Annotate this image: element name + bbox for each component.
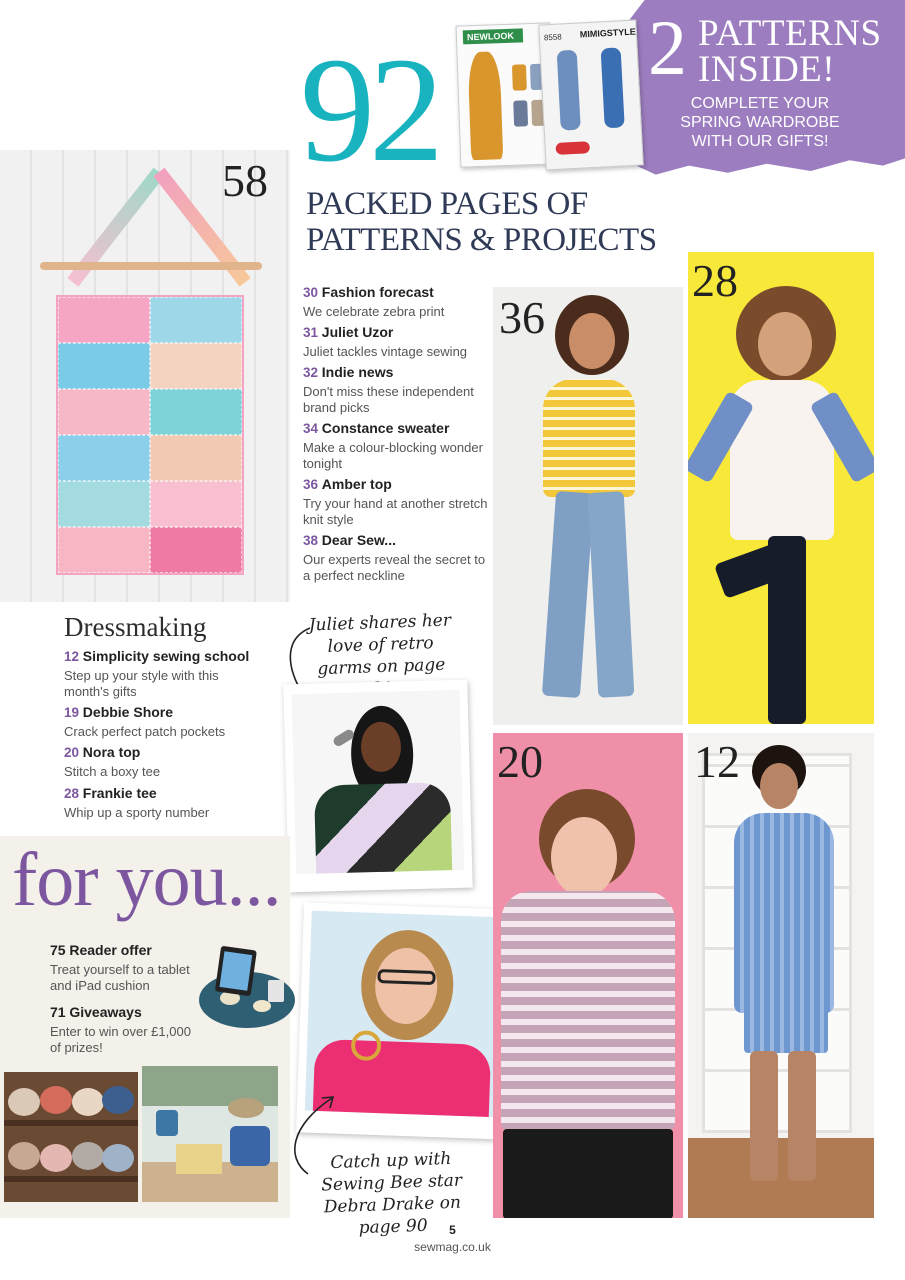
model-leg: [750, 1051, 778, 1181]
entry-description: Try your hand at another stretch knit style: [303, 496, 488, 527]
simplicity-logo: [555, 141, 590, 155]
entry-page: 12: [64, 649, 80, 664]
entry-description: Our experts reveal the secret to a perfect neckline: [303, 552, 486, 583]
banner-number: 2: [648, 4, 687, 91]
entry-title: Amber top: [321, 476, 392, 492]
jeans-leg: [542, 491, 594, 698]
wooden-floor: [688, 1138, 874, 1218]
entry-page: 34: [303, 421, 319, 436]
entry-title: Giveaways: [69, 1004, 142, 1020]
entry-title: Simplicity sewing school: [82, 648, 250, 664]
banner-subtitle-line1: COMPLETE YOUR: [690, 95, 830, 112]
newlook-logo: NEWLOOK: [463, 28, 523, 44]
jeans-leg: [588, 491, 635, 698]
craft-kit-photo[interactable]: [142, 1066, 278, 1202]
pattern-sketch: [512, 64, 527, 90]
juliet-callout: Juliet shares her love of retro garms on page: [308, 610, 452, 680]
page-number-20: 20: [497, 736, 543, 787]
entry-description: Treat yourself to a tablet and iPad cushion: [50, 962, 190, 993]
contents-entry[interactable]: [64, 704, 284, 740]
entry-page: 32: [303, 365, 319, 380]
debra-callout: Catch up with Sewing Bee star Debra Drake on page 90: [320, 1148, 463, 1239]
headline-line2: PATTERNS & PROJECTS: [306, 222, 657, 258]
pattern-model-image: [557, 50, 581, 131]
simplicity-suit-photo[interactable]: [688, 733, 874, 1218]
mimigstyle-logo: MIMIGSTYLE: [579, 26, 637, 40]
patterned-shirt: [314, 782, 453, 874]
entry-title: Constance sweater: [321, 420, 450, 436]
frankie-tee-photo[interactable]: [688, 252, 874, 724]
entry-description: Step up your style with this month's gifts: [64, 668, 219, 699]
entry-title: Indie news: [321, 364, 394, 380]
entry-description: Whip up a sporty number: [64, 805, 210, 820]
entry-description: Juliet tackles vintage sewing: [303, 344, 468, 359]
contents-entry[interactable]: [64, 785, 284, 821]
banner-title-line2: INSIDE!: [698, 49, 836, 90]
for-you-heading: for you...: [12, 838, 281, 922]
contents-entry[interactable]: [303, 420, 493, 471]
juliet-uzor-photo[interactable]: [283, 680, 472, 893]
entry-page: 28: [64, 786, 80, 801]
contents-entry[interactable]: [64, 744, 284, 780]
tablet-cushion-image[interactable]: [196, 940, 298, 1030]
entry-title: Dear Sew...: [321, 532, 396, 548]
contents-entry[interactable]: [303, 476, 493, 527]
contents-entry[interactable]: [303, 324, 493, 360]
craft-items: [142, 1066, 278, 1202]
page-number-58: 58: [222, 155, 268, 206]
page-count-number: 92: [300, 27, 438, 193]
model-leg: [788, 1051, 816, 1181]
folio-page-number: 5: [449, 1223, 456, 1237]
entry-page: 30: [303, 285, 319, 300]
banner-subtitle-line2: SPRING WARDROBE: [680, 114, 840, 131]
entry-title: Juliet Uzor: [321, 324, 394, 340]
entry-title: Frankie tee: [82, 785, 157, 801]
striped-skirt: [744, 1003, 828, 1053]
entry-title: Reader offer: [69, 942, 152, 958]
entry-description: Don't miss these independent brand picks: [303, 384, 474, 415]
entry-page: 19: [64, 705, 80, 720]
contents-entry[interactable]: [50, 1004, 200, 1055]
headline-line1: PACKED PAGES OF: [306, 186, 588, 222]
banner-subtitle-line3: WITH OUR GIFTS!: [691, 133, 829, 150]
entry-page: 36: [303, 477, 319, 492]
striped-blazer: [734, 813, 834, 1013]
page-number-36: 36: [499, 292, 545, 343]
yarn-prizes-photo[interactable]: [4, 1072, 138, 1202]
black-trousers: [503, 1129, 673, 1218]
nora-top-photo[interactable]: [493, 733, 683, 1218]
model-face: [551, 817, 617, 897]
entry-description: Enter to win over £1,000 of prizes!: [50, 1024, 191, 1055]
banner-title: [698, 13, 882, 90]
dressmaking-heading: Dressmaking: [64, 612, 207, 642]
entry-title: Fashion forecast: [321, 284, 434, 300]
entry-description: Crack perfect patch pockets: [64, 724, 226, 739]
entry-page: 71: [50, 1004, 66, 1020]
contents-entry[interactable]: [303, 532, 493, 583]
entry-title: Nora top: [82, 744, 141, 760]
entry-page: 38: [303, 533, 319, 548]
photo-frame: [305, 911, 504, 1118]
entry-page: 20: [64, 745, 80, 760]
website-url[interactable]: sewmag.co.uk: [414, 1240, 491, 1254]
contents-entry[interactable]: [64, 648, 284, 699]
entry-page: 75: [50, 942, 66, 958]
striped-sweater: [501, 891, 675, 1131]
contents-entry[interactable]: [50, 942, 200, 993]
entry-description: We celebrate zebra print: [303, 304, 445, 319]
pattern-sketch: [513, 100, 528, 126]
pattern-model-image: [467, 51, 503, 160]
entry-title: Debbie Shore: [82, 704, 174, 720]
simplicity-pattern-envelope: [538, 20, 644, 171]
contents-entry[interactable]: [303, 284, 493, 320]
page-number-12: 12: [694, 736, 740, 787]
entry-description: Stitch a boxy tee: [64, 764, 161, 779]
banner-subtitle: [660, 94, 860, 151]
banner-title-line1: PATTERNS: [698, 13, 882, 54]
entry-page: 31: [303, 325, 319, 340]
pattern-model-image: [601, 47, 625, 128]
yarn-balls: [4, 1072, 138, 1202]
wall-organiser-photo[interactable]: [0, 150, 290, 602]
pocket-organiser: [56, 295, 244, 575]
glasses-icon: [377, 969, 435, 985]
model-face: [569, 313, 615, 369]
page-number-28: 28: [692, 255, 738, 306]
model-face: [758, 312, 812, 376]
contents-entry[interactable]: [303, 364, 493, 415]
hanging-rod: [40, 262, 262, 270]
page-headline: [306, 186, 657, 258]
model-face: [760, 763, 798, 809]
entry-description: Make a colour-blocking wonder tonight: [303, 440, 483, 471]
yellow-stripe-top: [543, 379, 635, 497]
amber-top-photo[interactable]: [493, 287, 683, 725]
photo-frame: [292, 690, 465, 874]
pattern-code: 8558: [543, 32, 562, 43]
